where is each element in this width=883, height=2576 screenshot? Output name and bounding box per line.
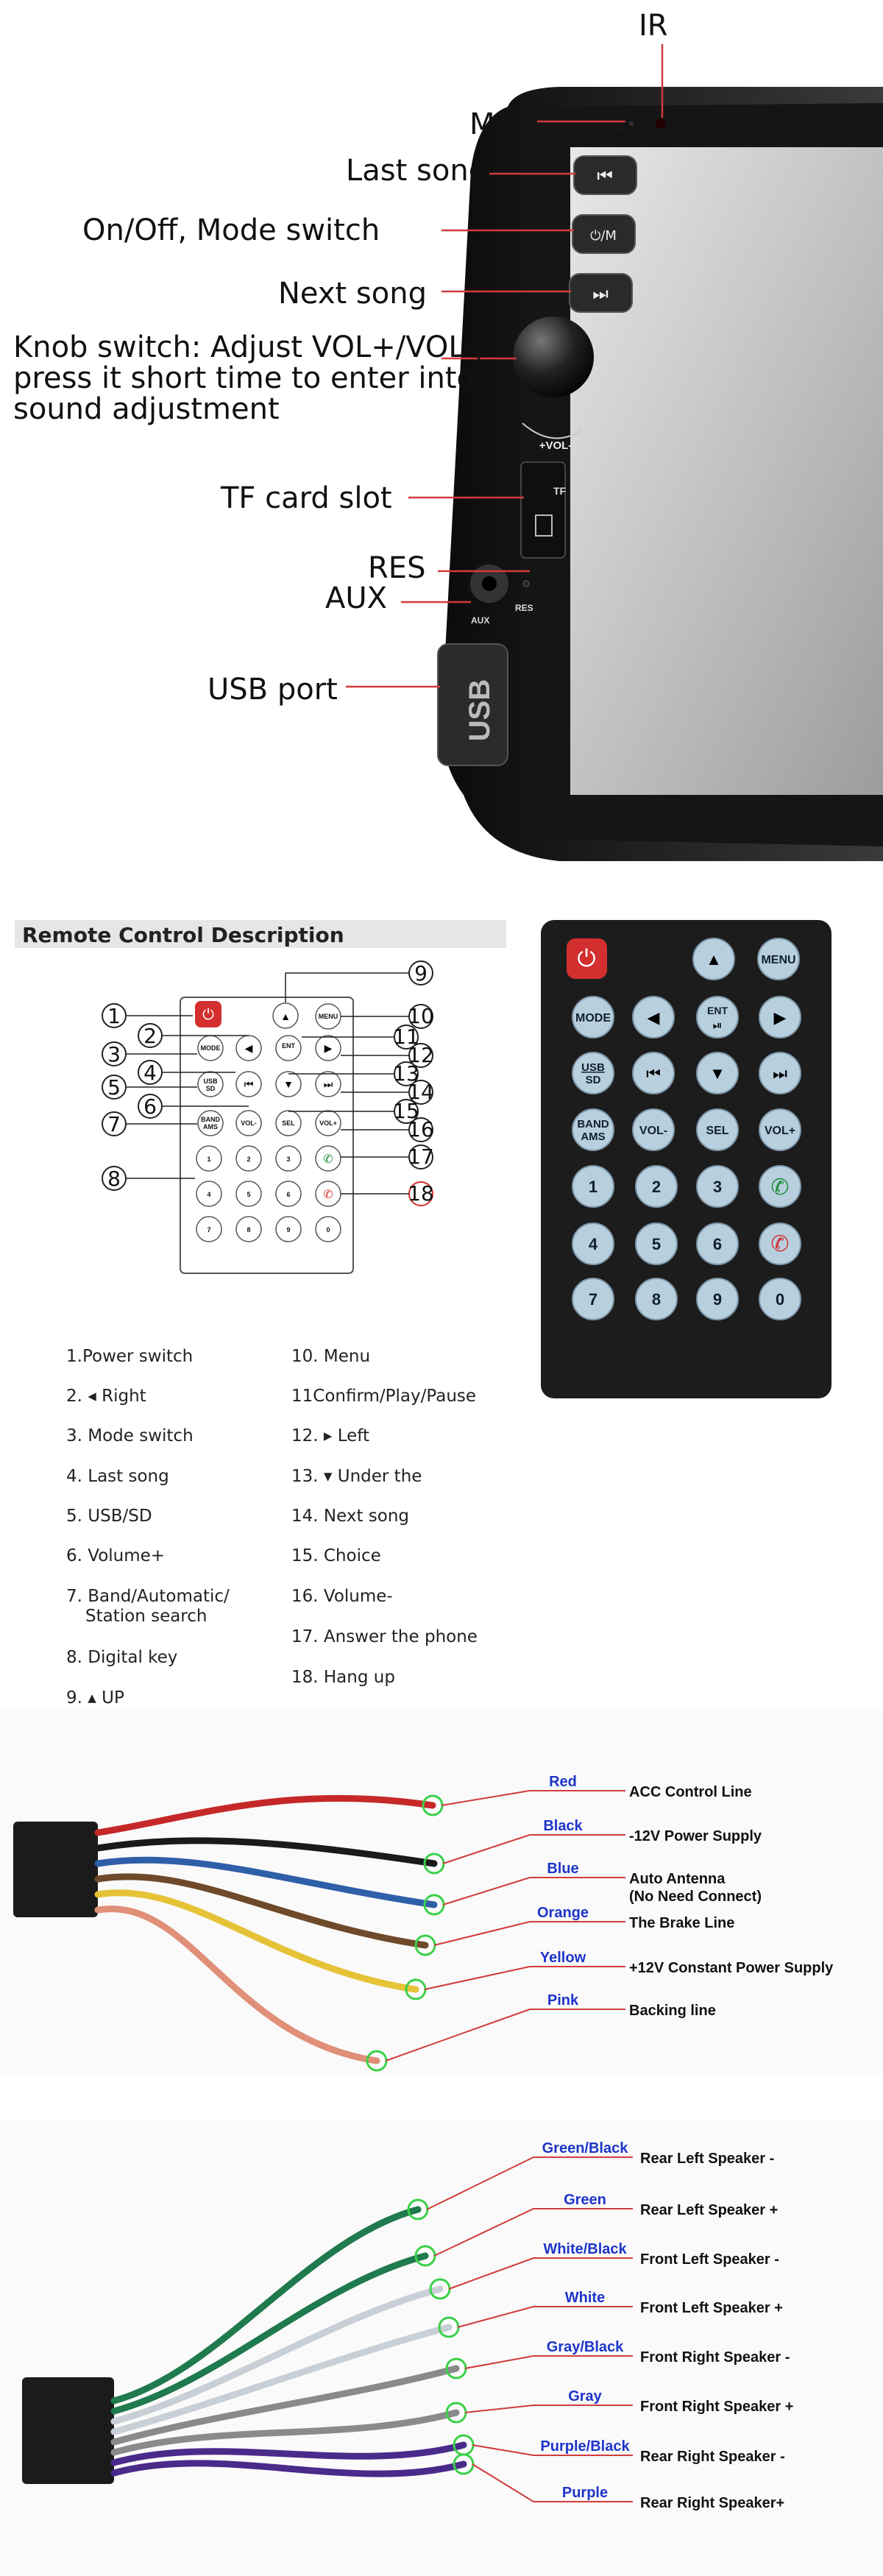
remote-band-text: BAND (577, 1118, 609, 1130)
callout-17: 17 (408, 1144, 434, 1169)
remote-digit-8: 8 (651, 1290, 662, 1309)
mic-label: MIC (469, 107, 525, 141)
callout-3: 3 (107, 1042, 121, 1066)
answer-phone-icon: ✆ (770, 1175, 790, 1200)
diagram-down-icon: ▼ (283, 1078, 294, 1090)
knob-label-line1: Knob switch: Adjust VOL+/VOL-, (13, 330, 485, 364)
legend-10: 10. Menu (291, 1347, 371, 1366)
remote-ams-text: AMS (581, 1130, 606, 1143)
diagram-ams-text: AMS (203, 1123, 218, 1130)
diagram-next-icon: ⏭ (323, 1078, 333, 1090)
callout-1: 1 (107, 1004, 121, 1028)
res-label: RES (368, 551, 426, 585)
mic-hole (629, 121, 634, 126)
wire-name-black: Black (543, 1818, 583, 1834)
diagram-menu-text: MENU (318, 1013, 338, 1020)
diagram-right-icon: ▶ (324, 1042, 333, 1054)
wire-name-pink: Pink (547, 1992, 579, 2009)
ir-label: IR (639, 9, 668, 43)
legend-13: 13. ▾ Under the (291, 1467, 422, 1486)
wire-function-orange: The Brake Line (629, 1915, 735, 1931)
remote-digit-5: 5 (651, 1235, 662, 1253)
wire-function-black: -12V Power Supply (629, 1828, 762, 1844)
diagram-digit-2: 2 (247, 1156, 251, 1163)
remote-ent-text: ENT (707, 1005, 728, 1016)
callout-18: 18 (408, 1181, 434, 1206)
callout-14: 14 (408, 1080, 434, 1104)
wire-name-green: Green (564, 2192, 606, 2208)
callout-6: 6 (143, 1094, 157, 1119)
remote-legend-right (291, 1347, 478, 1687)
remote-digit-4: 4 (588, 1235, 598, 1253)
wire-function-red: ACC Control Line (629, 1784, 752, 1800)
remote-left-icon: ◀ (647, 1008, 660, 1027)
diagram-digit-0: 0 (326, 1226, 330, 1234)
legend-14: 14. Next song (291, 1507, 410, 1526)
diagram-left-icon: ◀ (244, 1042, 253, 1054)
panel-mic-text: MIC (617, 132, 629, 139)
wire-name-orange: Orange (536, 1905, 589, 1921)
power-icon: ⏻ (577, 945, 596, 972)
legend-7: 7. Band/Automatic/ (66, 1587, 230, 1606)
speaker-connector (22, 2377, 114, 2484)
power-harness-section (0, 1708, 883, 2076)
wire-function-purple: Rear Right Speaker+ (640, 2495, 785, 2511)
wire-name-white: White (564, 2290, 606, 2306)
remote-mode-text: MODE (575, 1012, 611, 1025)
last-song-label: Last song (346, 154, 488, 188)
remote-sd-text: SD (585, 1074, 601, 1086)
callout-13: 13 (393, 1061, 419, 1086)
legend-1: 1.Power switch (66, 1347, 194, 1366)
tf-card-slot[interactable] (521, 462, 565, 558)
remote-digit-3: 3 (712, 1178, 723, 1196)
diagram-digit-5: 5 (247, 1191, 251, 1198)
wire-name-yellow: Yellow (539, 1950, 586, 1966)
remote-digit-6: 6 (712, 1235, 723, 1253)
diagram-digit-6: 6 (286, 1191, 291, 1198)
wire-function-white-black: Front Left Speaker - (640, 2251, 779, 2268)
wire-function-gray: Front Right Speaker + (640, 2399, 794, 2415)
diagram-sd-text: SD (205, 1085, 216, 1092)
panel-ir-text: IR (651, 132, 658, 139)
diagram-digit-7: 7 (207, 1226, 211, 1234)
wire-function-pink: Backing line (629, 2003, 716, 2019)
remote-photo (541, 920, 831, 1398)
callout-4: 4 (143, 1061, 157, 1085)
callout-8: 8 (107, 1167, 121, 1191)
wire-function-green: Rear Left Speaker + (640, 2202, 779, 2218)
next-icon: ⏭ (592, 284, 609, 304)
diagram-mode-text: MODE (200, 1044, 221, 1052)
speaker-harness-section (0, 2120, 883, 2576)
remote-up-icon: ▲ (706, 950, 722, 969)
remote-right-icon: ▶ (773, 1008, 787, 1027)
tf-text: TF (553, 485, 567, 497)
remote-vol-minus-text: VOL- (639, 1125, 668, 1137)
remote-down-icon: ▼ (709, 1064, 726, 1083)
diagram-digit-4: 4 (207, 1191, 211, 1198)
wire-function-note-blue: (No Need Connect) (629, 1889, 762, 1905)
wire-name-blue: Blue (547, 1861, 579, 1877)
diagram-sel-text: SEL (282, 1119, 295, 1127)
wire-name-purple-black: Purple/Black (540, 2438, 630, 2455)
aux-label: AUX (325, 581, 388, 615)
legend-8: 8. Digital key (66, 1648, 178, 1667)
callout-10: 10 (408, 1004, 434, 1028)
wire-function-white: Front Left Speaker + (640, 2300, 783, 2316)
hang-up-icon: ✆ (770, 1232, 790, 1256)
wire-name-gray-black: Gray/Black (546, 2339, 624, 2355)
remote-menu-text: MENU (761, 954, 796, 966)
diagram-band-text: BAND (201, 1116, 220, 1123)
vol-text: +VOL- (539, 439, 572, 452)
aux-text: AUX (471, 615, 490, 626)
diagram-answer-icon: ✆ (323, 1153, 333, 1166)
res-text: RES (515, 603, 533, 613)
remote-digit-1: 1 (588, 1178, 598, 1196)
wire-function-purple-black: Rear Right Speaker - (640, 2449, 785, 2465)
legend-18: 18. Hang up (291, 1668, 395, 1687)
callout-9: 9 (414, 961, 428, 986)
remote-digit-7: 7 (588, 1290, 598, 1309)
remote-legend-left (66, 1347, 230, 1708)
callout-12: 12 (408, 1043, 434, 1067)
legend-12: 12. ▸ Left (291, 1426, 370, 1446)
wire-name-purple: Purple (561, 2485, 609, 2501)
legend-5: 5. USB/SD (66, 1507, 152, 1526)
head-unit-section (13, 9, 883, 861)
legend-9: 9. ▴ UP (66, 1688, 124, 1708)
wire-function-blue: Auto Antenna (629, 1871, 726, 1887)
diagram-up-icon: ▲ (280, 1011, 291, 1022)
callout-11: 11 (393, 1025, 419, 1049)
diagram-digit-1: 1 (207, 1156, 211, 1163)
callout-7: 7 (107, 1112, 121, 1136)
prev-icon: ⏮ (597, 166, 613, 186)
legend-6: 6. Volume+ (66, 1546, 166, 1565)
remote-digit-2: 2 (651, 1178, 662, 1196)
legend-4: 4. Last song (66, 1467, 169, 1486)
next-song-label: Next song (278, 277, 427, 311)
diagram-ent-text: ENT (282, 1042, 295, 1050)
legend-3: 3. Mode switch (66, 1426, 194, 1446)
usb-label: USB port (208, 673, 338, 707)
legend-11: 11Confirm/Play/Pause (291, 1387, 477, 1406)
wire-name-gray: Gray (568, 2388, 602, 2405)
volume-knob[interactable] (513, 316, 594, 397)
diagram-vol-minus-text: VOL- (241, 1119, 257, 1127)
remote-section (15, 920, 831, 1708)
callout-16: 16 (408, 1117, 434, 1142)
remote-next-icon: ⏭ (773, 1064, 787, 1083)
remote-sel-text: SEL (706, 1125, 729, 1137)
remote-vol-plus-text: VOL+ (764, 1125, 796, 1137)
callout-2: 2 (143, 1024, 157, 1048)
legend-17: 17. Answer the phone (291, 1627, 478, 1646)
reset-button[interactable] (523, 581, 529, 587)
remote-play-pause-icon: ⏯ (712, 1019, 723, 1032)
remote-usb-text: USB (581, 1061, 605, 1074)
wire-function-green-black: Rear Left Speaker - (640, 2151, 775, 2167)
legend-16: 16. Volume- (291, 1587, 393, 1606)
diagram-usb-text: USB (203, 1078, 218, 1085)
wire-name-white-black: White/Black (543, 2241, 627, 2257)
wire-function-gray-black: Front Right Speaker - (640, 2349, 790, 2366)
tf-label: TF card slot (221, 481, 392, 515)
aux-jack-hole (482, 576, 497, 591)
diagram-digit-9: 9 (286, 1226, 291, 1234)
knob-label-line2: press it short time to enter into (13, 361, 475, 395)
diagram-hangup-icon: ✆ (323, 1189, 333, 1201)
wire-name-green-black: Green/Black (542, 2140, 628, 2156)
diagram-vol-plus-text: VOL+ (319, 1119, 337, 1127)
remote-title: Remote Control Description (22, 923, 344, 947)
wire-function-yellow: +12V Constant Power Supply (629, 1960, 834, 1976)
usb-text: USB (464, 679, 496, 742)
legend-2: 2. ◂ Right (66, 1387, 146, 1406)
power-icon: ⏻/M (590, 228, 617, 244)
knob-label-line3: sound adjustment (13, 392, 280, 426)
power-connector (13, 1822, 98, 1917)
diagram-digit-3: 3 (286, 1156, 291, 1163)
remote-digit-9: 9 (712, 1290, 723, 1309)
legend-15: 15. Choice (291, 1546, 381, 1565)
remote-digit-0: 0 (775, 1290, 785, 1309)
on-off-label: On/Off, Mode switch (82, 213, 380, 247)
legend-7b: Station search (85, 1607, 208, 1626)
remote-prev-icon: ⏮ (646, 1064, 661, 1083)
diagram-digit-8: 8 (247, 1226, 251, 1234)
ir-sensor (656, 118, 666, 129)
callout-5: 5 (107, 1075, 121, 1100)
diagram-power-icon: ⏻ (202, 1007, 214, 1023)
diagram-prev-icon: ⏮ (244, 1078, 254, 1090)
callout-15: 15 (393, 1099, 419, 1123)
wire-name-red: Red (549, 1774, 577, 1790)
